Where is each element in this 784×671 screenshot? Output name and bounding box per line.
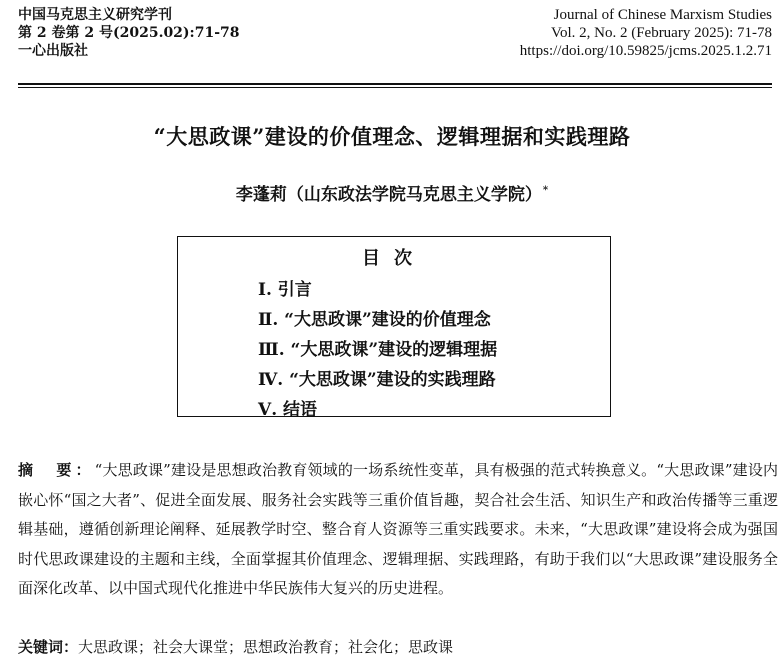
running-header (18, 6, 772, 60)
toc-item-conclusion[interactable]: Ⅴ. 结语 (258, 400, 318, 420)
journal-name-en: Journal of Chinese Marxism Studies (553, 7, 772, 23)
keywords (18, 636, 453, 658)
toc-item-value-concepts[interactable]: Ⅱ. “大思政课”建设的价值理念 (258, 310, 491, 330)
issue-info-en: Vol. 2, No. 2 (February 2025): 71-78 (551, 25, 772, 41)
toc-list (258, 275, 497, 425)
keywords-text: 大思政课；社会大课堂；思想政治教育；社会化；思政课 (78, 638, 454, 656)
keywords-label: 关键词： (18, 638, 79, 656)
publisher-cn: 一心出版社 (18, 43, 88, 59)
doi-link[interactable]: https://doi.org/10.59825/jcms.2025.1.2.71 (519, 43, 772, 59)
toc-item-practical-path[interactable]: Ⅳ. “大思政课”建设的实践理路 (258, 370, 496, 390)
author-footnote-mark: * (542, 185, 549, 197)
abstract (18, 456, 778, 604)
toc-item-introduction[interactable]: Ⅰ. 引言 (258, 280, 312, 300)
author-name: 李蓬莉（山东政法学院马克思主义学院） (235, 185, 542, 205)
header-rule-thick (18, 83, 772, 85)
abstract-label: 摘 要： (18, 461, 95, 479)
toc-item-logical-basis[interactable]: Ⅲ. “大思政课”建设的逻辑理据 (258, 340, 498, 360)
toc-heading: 目次 (362, 248, 426, 269)
journal-name-cn: 中国马克思主义研究学刊 (18, 7, 172, 23)
header-left (18, 6, 240, 60)
abstract-text: “大思政课”建设是思想政治教育领域的一场系统性变革，具有极强的范式转换意义。“大思政课”建设内嵌心怀“国之大者”、促进全面发展、服务社会实践等三重价值旨趣，契合社会生活、知识生产和政治传播等三重逻辑基础，遵循创新理论阐释、延展教学时空、整合育人资源等三重实践要求。未来，“大思政课”建设将会成为强国时代思政课建设的主题和主线，全面掌握其价值理念、逻辑理据、实践理路，有助于我们以“大思政课”建设服务全面深化改革、以中国式现代化推进中华民族伟大复兴的历史进程。 (18, 461, 778, 597)
author-line (0, 180, 784, 205)
header-right (520, 6, 772, 60)
article-title: “大思政课”建设的价值理念、逻辑理据和实践理路 (153, 124, 631, 149)
table-of-contents (177, 236, 611, 420)
issue-info-cn: 第 2 卷第 2 号(2025.02):71-78 (18, 25, 240, 41)
header-rule-thin (18, 87, 772, 88)
